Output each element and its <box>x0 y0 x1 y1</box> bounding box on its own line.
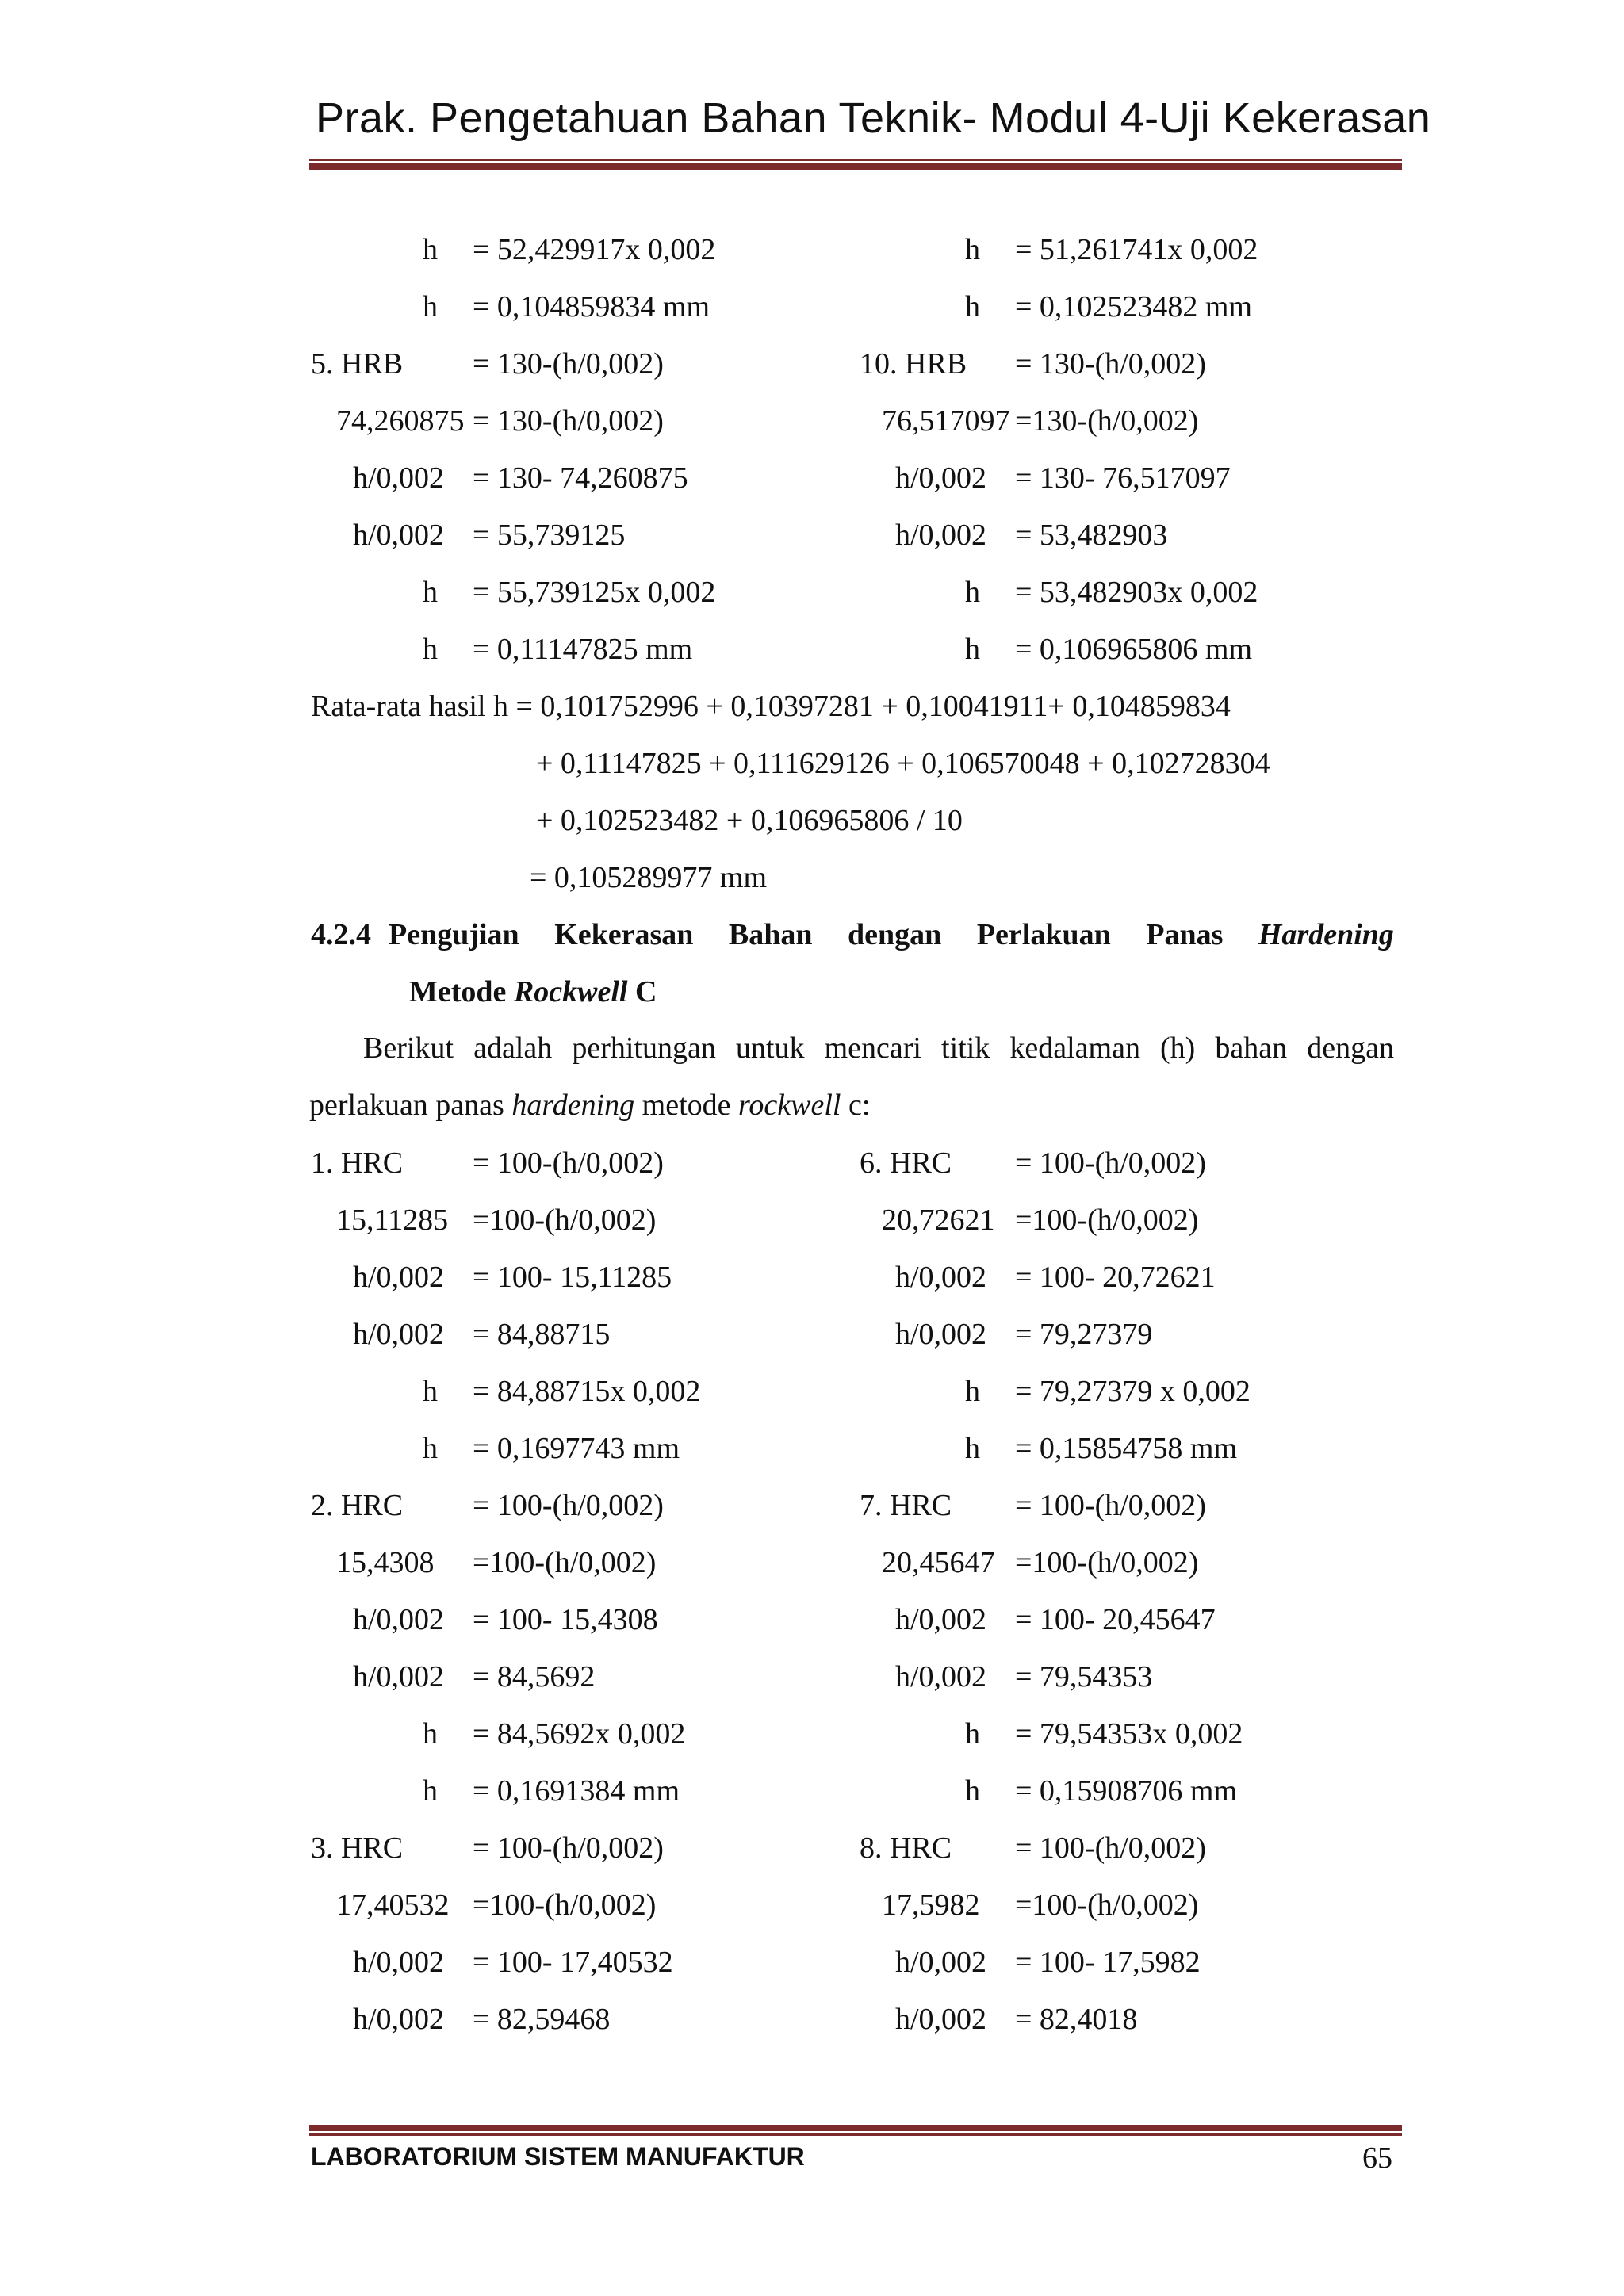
hrc-right-lhs: h <box>965 1774 980 1808</box>
hrc-right-lhs: 20,72621 <box>882 1203 995 1237</box>
hrb-right-rhs: = 130- 76,517097 <box>1015 461 1231 495</box>
hrb-right-lhs: h/0,002 <box>894 519 986 552</box>
hrc-right-rhs: = 100- 20,45647 <box>1015 1603 1216 1636</box>
hrb-left-rhs: = 130- 74,260875 <box>473 461 688 495</box>
average-line-1: Rata-rata hasil h = 0,101752996 + 0,10397281 + 0,10041911+ 0,104859834 <box>311 690 1231 723</box>
hrb-right-rhs: = 130-(h/0,002) <box>1015 347 1206 381</box>
hrb-left-lhs: h <box>423 576 438 609</box>
section-title-word: Kekerasan <box>554 918 694 951</box>
paragraph-text-1: Berikut adalah perhitungan untuk mencari titik kedalaman (h) bahan dengan perlakuan panas <box>309 1031 1394 1122</box>
hrb-left-lhs: 5. HRB <box>311 347 404 381</box>
hrc-left-lhs: h <box>423 1717 438 1751</box>
hrc-left-rhs: = 100-(h/0,002) <box>473 1146 664 1180</box>
section-number: 4.2.4 <box>311 918 371 951</box>
hrc-right-rhs: = 100-(h/0,002) <box>1015 1831 1206 1865</box>
hrb-left-rhs: = 130-(h/0,002) <box>473 347 664 381</box>
hrc-right-lhs: h/0,002 <box>894 1318 986 1351</box>
header-rule <box>309 159 1402 170</box>
hrb-left-rhs: = 0,104859834 mm <box>473 290 710 323</box>
hrc-right-lhs: 8. HRC <box>860 1831 952 1865</box>
hrc-left-lhs: 2. HRC <box>311 1489 404 1522</box>
hrc-right-rhs: =100-(h/0,002) <box>1015 1546 1199 1579</box>
hrb-right-rhs: = 51,261741x 0,002 <box>1015 233 1258 266</box>
hrc-left-rhs: = 100-(h/0,002) <box>473 1489 664 1522</box>
intro-paragraph <box>309 1020 1394 1134</box>
hrc-right-rhs: =100-(h/0,002) <box>1015 1203 1199 1237</box>
hrc-right-rhs: = 79,27379 <box>1015 1318 1153 1351</box>
hrc-right-rhs: = 100-(h/0,002) <box>1015 1489 1206 1522</box>
section-heading-line-2 <box>409 977 657 1007</box>
hrc-right-rhs: = 0,15908706 mm <box>1015 1774 1238 1808</box>
hrc-right-lhs: h/0,002 <box>894 2003 986 2036</box>
hrc-left-rhs: =100-(h/0,002) <box>473 1546 657 1579</box>
hrb-left-lhs: h/0,002 <box>352 461 444 495</box>
hrc-left-lhs: h/0,002 <box>352 1318 444 1351</box>
hrc-left-rhs: = 100- 15,4308 <box>473 1603 658 1636</box>
section-heading-line-1 <box>311 920 1394 950</box>
hrc-left-rhs: =100-(h/0,002) <box>473 1203 657 1237</box>
hrc-right-rhs: = 100- 20,72621 <box>1015 1261 1216 1294</box>
hrc-left-rhs: = 0,1697743 mm <box>473 1432 680 1465</box>
hrc-left-lhs: h/0,002 <box>352 1603 444 1636</box>
hrb-right-lhs: h/0,002 <box>894 461 986 495</box>
hrb-left-lhs: h/0,002 <box>352 519 444 552</box>
hrc-right-lhs: h <box>965 1432 980 1465</box>
paragraph-text-2: metode <box>634 1089 739 1122</box>
section-title-part3: C <box>634 975 657 1008</box>
hrc-right-lhs: h/0,002 <box>894 1660 986 1693</box>
hrc-right-lhs: 20,45647 <box>882 1546 995 1579</box>
hrc-left-lhs: 1. HRC <box>311 1146 404 1180</box>
hrb-right-lhs: 10. HRB <box>860 347 967 381</box>
section-title-word: Perlakuan <box>976 918 1111 951</box>
hrc-right-lhs: h <box>965 1717 980 1751</box>
hrc-left-lhs: 15,4308 <box>336 1546 435 1579</box>
hrc-left-rhs: = 100- 17,40532 <box>473 1946 673 1979</box>
page-header-title: Prak. Pengetahuan Bahan Teknik- Modul 4-Uji Kekerasan <box>316 94 1431 142</box>
hrb-left-rhs: = 55,739125 <box>473 519 626 552</box>
section-title-hardening: Hardening <box>1258 918 1394 951</box>
hrc-left-lhs: h/0,002 <box>352 1261 444 1294</box>
section-title-word: Panas <box>1146 918 1224 951</box>
hrc-right-lhs: h <box>965 1375 980 1408</box>
section-title-word: Pengujian <box>389 918 519 951</box>
average-result: = 0,105289977 mm <box>530 861 768 894</box>
hrc-right-rhs: = 79,27379 x 0,002 <box>1015 1375 1251 1408</box>
footer-lab-name: LABORATORIUM SISTEM MANUFAKTUR <box>311 2142 805 2171</box>
hrc-left-rhs: = 100-(h/0,002) <box>473 1831 664 1865</box>
section-title-word: Bahan <box>728 918 813 951</box>
hrb-right-lhs: 76,517097 <box>882 404 1010 438</box>
hrc-left-rhs: = 82,59468 <box>473 2003 611 2036</box>
average-line-3: + 0,102523482 + 0,106965806 / 10 <box>536 804 963 837</box>
hrb-right-lhs: h <box>965 576 980 609</box>
hrb-right-rhs: = 0,106965806 mm <box>1015 633 1253 666</box>
hrb-right-rhs: = 53,482903 <box>1015 519 1168 552</box>
hrc-right-lhs: 7. HRC <box>860 1489 952 1522</box>
hrc-right-rhs: = 100- 17,5982 <box>1015 1946 1201 1979</box>
hrc-right-lhs: h/0,002 <box>894 1603 986 1636</box>
hrc-right-lhs: h/0,002 <box>894 1946 986 1979</box>
hrc-left-lhs: h <box>423 1375 438 1408</box>
hrc-left-lhs: 17,40532 <box>336 1888 450 1922</box>
hrc-left-rhs: = 84,88715x 0,002 <box>473 1375 701 1408</box>
hrc-right-lhs: 17,5982 <box>882 1888 980 1922</box>
hrc-right-rhs: = 82,4018 <box>1015 2003 1138 2036</box>
hrc-left-rhs: =100-(h/0,002) <box>473 1888 657 1922</box>
hrb-right-rhs: = 0,102523482 mm <box>1015 290 1253 323</box>
hrc-right-rhs: = 79,54353 <box>1015 1660 1153 1693</box>
hrc-right-rhs: = 100-(h/0,002) <box>1015 1146 1206 1180</box>
hrc-left-rhs: = 84,5692x 0,002 <box>473 1717 686 1751</box>
paragraph-italic-hardening: hardening <box>511 1089 635 1122</box>
hrc-left-lhs: h <box>423 1774 438 1808</box>
hrb-left-rhs: = 55,739125x 0,002 <box>473 576 716 609</box>
hrc-left-lhs: h/0,002 <box>352 1660 444 1693</box>
hrc-right-rhs: = 0,15854758 mm <box>1015 1432 1238 1465</box>
hrb-right-rhs: =130-(h/0,002) <box>1015 404 1199 438</box>
hrb-left-lhs: h <box>423 290 438 323</box>
section-title-word: dengan <box>848 918 942 951</box>
hrb-right-lhs: h <box>965 233 980 266</box>
hrc-left-rhs: = 84,5692 <box>473 1660 596 1693</box>
hrc-left-lhs: 15,11285 <box>336 1203 449 1237</box>
hrc-right-lhs: 6. HRC <box>860 1146 952 1180</box>
hrc-right-lhs: h/0,002 <box>894 1261 986 1294</box>
hrb-right-lhs: h <box>965 633 980 666</box>
hrb-right-lhs: h <box>965 290 980 323</box>
hrb-right-rhs: = 53,482903x 0,002 <box>1015 576 1258 609</box>
hrb-left-lhs: h <box>423 633 438 666</box>
hrc-right-rhs: = 79,54353x 0,002 <box>1015 1717 1243 1751</box>
hrb-left-rhs: = 0,11147825 mm <box>473 633 693 666</box>
page-number: 65 <box>1362 2141 1392 2175</box>
paragraph-italic-rockwell: rockwell <box>738 1089 841 1122</box>
hrc-left-rhs: = 84,88715 <box>473 1318 611 1351</box>
section-title-rockwell: Rockwell <box>513 975 628 1008</box>
hrc-left-lhs: 3. HRC <box>311 1831 404 1865</box>
hrc-left-rhs: = 0,1691384 mm <box>473 1774 680 1808</box>
hrb-left-lhs: h <box>423 233 438 266</box>
hrb-left-rhs: = 130-(h/0,002) <box>473 404 664 438</box>
hrb-left-rhs: = 52,429917x 0,002 <box>473 233 716 266</box>
hrc-right-rhs: =100-(h/0,002) <box>1015 1888 1199 1922</box>
hrb-left-lhs: 74,260875 <box>336 404 465 438</box>
section-title-part2: Metode <box>409 975 507 1008</box>
hrc-left-lhs: h/0,002 <box>352 2003 444 2036</box>
hrc-left-lhs: h <box>423 1432 438 1465</box>
paragraph-text-3: c: <box>841 1089 871 1122</box>
hrc-left-lhs: h/0,002 <box>352 1946 444 1979</box>
footer-rule <box>309 2125 1402 2136</box>
average-line-2: + 0,11147825 + 0,111629126 + 0,106570048 + 0,102728304 <box>536 747 1270 780</box>
hrc-left-rhs: = 100- 15,11285 <box>473 1261 672 1294</box>
section-title-words <box>389 920 1394 950</box>
